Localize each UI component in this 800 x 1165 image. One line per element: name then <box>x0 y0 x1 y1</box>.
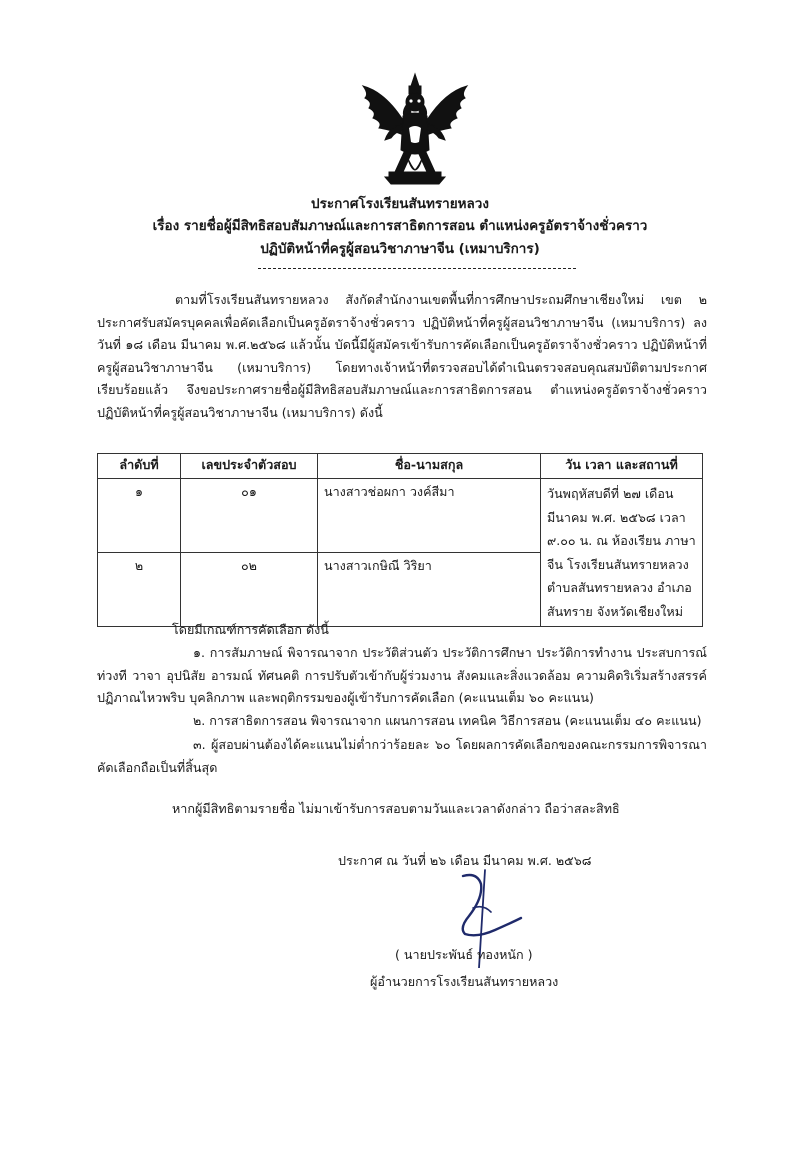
col-header-schedule: วัน เวลา และสถานที่ <box>541 454 703 479</box>
cell-name: นางสาวช่อผกา วงค์สีมา <box>318 479 541 553</box>
candidate-table <box>97 453 703 627</box>
dashed-divider <box>258 268 576 269</box>
table-row <box>98 479 703 553</box>
col-header-order: ลำดับที่ <box>98 454 181 479</box>
announcement-org: ประกาศโรงเรียนสันทรายหลวง <box>311 196 489 212</box>
cell-exam-id: ๐๒ <box>181 553 318 627</box>
forfeit-notice: หากผู้มีสิทธิตามรายชื่อ ไม่มาเข้ารับการสอบตามวันและเวลาดังกล่าว ถือว่าสละสิทธิ <box>172 801 620 816</box>
table-header-row <box>98 454 703 479</box>
criteria-item: ๓. ผู้สอบผ่านต้องได้คะแนนไม่ต่ำกว่าร้อยละ ๖๐ โดยผลการคัดเลือกของคณะกรรมการพิจารณาคัดเลือกถือเป็นที่สิ้นสุด <box>97 737 707 775</box>
signer-title: ผู้อำนวยการโรงเรียนสันทรายหลวง <box>370 974 559 989</box>
cell-exam-id: ๐๑ <box>181 479 318 553</box>
criteria-item: ๒. การสาธิตการสอน พิจารณาจาก แผนการสอน เทคนิค วิธีการสอน (คะแนนเต็ม ๔๐ คะแนน) <box>193 713 702 728</box>
announcement-subject: เรื่อง รายชื่อผู้มีสิทธิสอบสัมภาษณ์และการสาธิตการสอน ตำแหน่งครูอัตราจ้างชั่วคราว <box>152 218 648 234</box>
garuda-emblem-icon <box>355 72 475 190</box>
announcement-date: ประกาศ ณ วันที่ ๒๖ เดือน มีนาคม พ.ศ. ๒๕๖๘ <box>338 853 592 868</box>
cell-schedule: วันพฤหัสบดีที่ ๒๗ เดือน มีนาคม พ.ศ. ๒๕๖๘ เวลา ๙.๐๐ น. ณ ห้องเรียน ภาษาจีน โรงเรียนสันทรายหลวง ตำบลสันทรายหลวง อำเภอสันทราย จังหวัดเชียงใหม่ <box>541 479 703 627</box>
criteria-heading: โดยมีเกณฑ์การคัดเลือก ดังนี้ <box>172 622 329 637</box>
criteria-item: ๑. การสัมภาษณ์ พิจารณาจาก ประวัติส่วนตัว ประวัติการศึกษา ประวัติการทำงาน ประสบการณ์ ท่วงที วาจา อุปนิสัย อารมณ์ ทัศนคติ การปรับตัวเข้ากับผู้ร่วมงาน สังคมและสิ่งแวดล้อม ความคิดริเริ่มสร้างสรรค์ ปฏิภาณไหวพริบ บุคลิกภาพ และพฤติกรรมของผู้เข้ารับการคัดเลือก (คะแนนเต็ม ๖๐ คะแนน) <box>97 645 707 705</box>
announcement-duty: ปฏิบัติหน้าที่ครูผู้สอนวิชาภาษาจีน (เหมาบริการ) <box>260 241 540 257</box>
cell-order: ๑ <box>98 479 181 553</box>
signer-name: ( นายประพันธ์ ทองหนัก ) <box>395 947 533 962</box>
cell-name: นางสาวเกษิณี วิริยา <box>318 553 541 627</box>
intro-paragraph: ตามที่โรงเรียนสันทรายหลวง สังกัดสำนักงานเขตพื้นที่การศึกษาประถมศึกษาเชียงใหม่ เขต ๒ ประกาศรับสมัครบุคคลเพื่อคัดเลือกเป็นครูอัตราจ้างชั่วคราว ปฏิบัติหน้าที่ครูผู้สอนวิชาภาษาจีน (เหมาบริการ) ลงวันที่ ๑๘ เดือน มีนาคม พ.ศ.๒๕๖๘ แล้วนั้น บัดนี้มีผู้สมัครเข้ารับการคัดเลือกเป็นครูอัตราจ้างชั่วคราว ปฏิบัติหน้าที่ครูผู้สอนวิชาภาษาจีน (เหมาบริการ) โดยทางเจ้าหน้าที่ตรวจสอบได้ดำเนินตรวจสอบคุณสมบัติตามประกาศเรียบร้อยแล้ว จึงขอประกาศรายชื่อผู้มีสิทธิสอบสัมภาษณ์และการสาธิตการสอน ตำแหน่งครูอัตราจ้างชั่วคราว ปฏิบัติหน้าที่ครูผู้สอนวิชาภาษาจีน (เหมาบริการ) ดังนี้ <box>97 292 707 420</box>
col-header-exam-id: เลขประจำตัวสอบ <box>181 454 318 479</box>
cell-order: ๒ <box>98 553 181 627</box>
col-header-name: ชื่อ-นามสกุล <box>318 454 541 479</box>
